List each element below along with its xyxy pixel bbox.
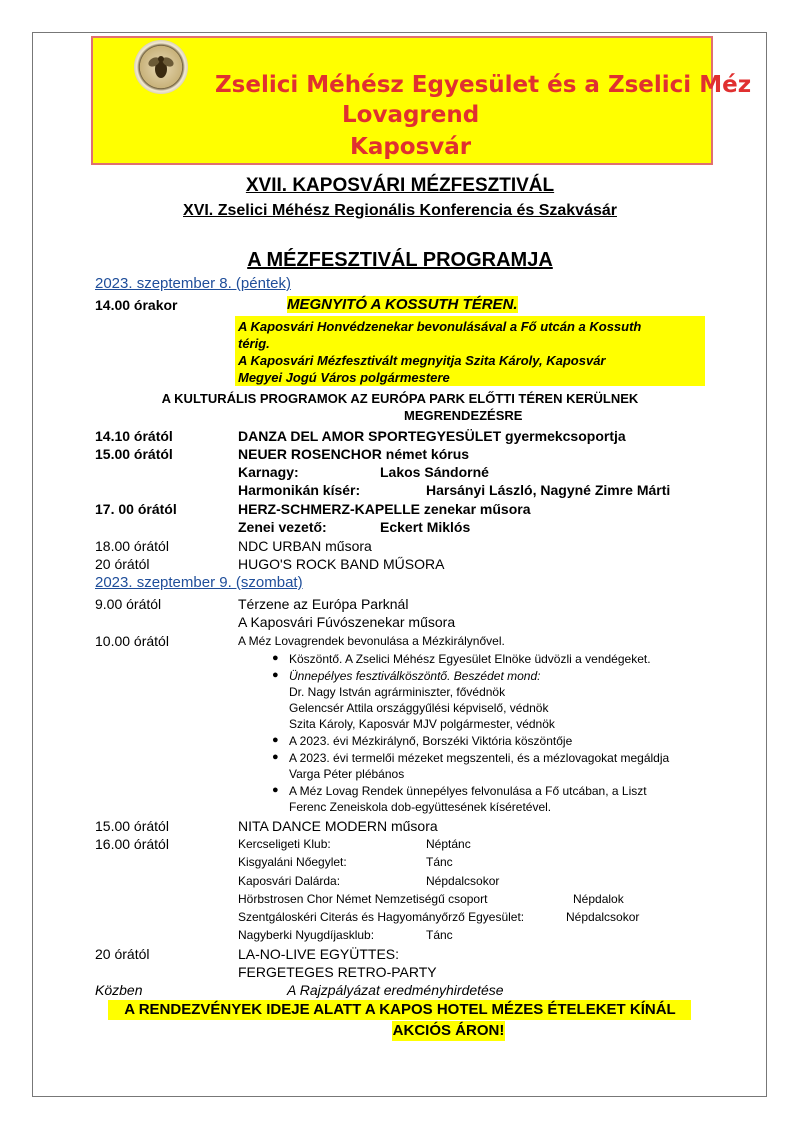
group-4-name: Hörbstrosen Chor Német Nemzetiségű csoport <box>238 892 488 906</box>
bullet-4-text: A 2023. évi termelői mézeket megszenteli, és a mézlovagokat megáldja <box>289 751 670 765</box>
nita-entry: NITA DANCE MODERN műsora <box>238 818 438 834</box>
time-1400: 14.00 órakor <box>95 297 178 313</box>
zenei-label: Zenei vezető: <box>238 519 327 535</box>
bullet-2-text: Ünnepélyes fesztiválköszöntő. Beszédet mond: <box>289 669 541 683</box>
cultural-line-2: MEGRENDEZÉSRE <box>404 408 523 423</box>
retro-entry: FERGETEGES RETRO-PARTY <box>238 964 437 980</box>
hugo-entry: HUGO'S ROCK BAND MŰSORA <box>238 556 445 572</box>
time-0900: 9.00 órától <box>95 596 162 612</box>
bullet-5: ● <box>272 784 279 796</box>
lovag-entry: A Méz Lovagrendek bevonulása a Mézkirálynővel. <box>238 634 505 648</box>
bullet-2-line-a: Dr. Nagy István agrárminiszter, fővédnök <box>289 685 506 699</box>
association-logo <box>134 40 188 94</box>
time-2000-day2: 20 órától <box>95 946 150 962</box>
rajz-entry: A Rajzpályázat eredményhirdetése <box>287 982 504 998</box>
opening-line-2: térig. <box>238 336 270 351</box>
group-3-name: Kaposvári Dalárda: <box>238 874 341 888</box>
time-1600: 16.00 órától <box>95 836 169 852</box>
bullet-2: ● <box>272 669 279 681</box>
sub-title: XVI. Zselici Méhész Regionális Konferencia és Szakvásár <box>183 202 617 219</box>
cultural-line-1: A KULTURÁLIS PROGRAMOK AZ EURÓPA PARK ELŐTTI TÉREN KERÜLNEK <box>161 391 639 406</box>
bullet-1-text: Köszöntő. A Zselici Méhész Egyesület Elnöke üdvözli a vendégeket. <box>289 652 651 666</box>
header-line-1: Zselici Méhész Egyesület és a Zselici Méz <box>215 72 752 98</box>
footer-line-2: AKCIÓS ÁRON! <box>392 1022 505 1039</box>
group-4-genre: Népdalok <box>573 892 624 906</box>
bullet-4: ● <box>272 751 279 763</box>
ndc-entry: NDC URBAN műsora <box>238 538 372 554</box>
neuer-entry: NEUER ROSENCHOR német kórus <box>238 446 470 462</box>
group-1-name: Kercseligeti Klub: <box>238 837 331 851</box>
danza-entry: DANZA DEL AMOR SPORTEGYESÜLET gyermekcsoportja <box>238 428 626 444</box>
bullet-2-line-b: Gelencsér Attila országgyűlési képviselő, védnök <box>289 701 549 715</box>
bee-icon <box>147 52 175 82</box>
group-1-genre: Néptánc <box>426 837 471 851</box>
header-line-2: Lovagrend <box>342 102 480 128</box>
bullet-4-line-b: Varga Péter plébános <box>289 767 405 781</box>
group-5-name: Szentgáloskéri Citerás és Hagyományőrző Egyesület: <box>238 910 525 924</box>
harmonika-value: Harsányi László, Nagyné Zimre Márti <box>426 482 671 498</box>
herz-entry: HERZ-SCHMERZ-KAPELLE zenekar műsora <box>238 501 531 517</box>
terzene-entry: Térzene az Európa Parknál <box>238 596 409 612</box>
day2-date: 2023. szeptember 9. (szombat) <box>95 574 303 591</box>
program-title: A MÉZFESZTIVÁL PROGRAMJA <box>247 249 553 271</box>
karnagy-value: Lakos Sándorné <box>380 464 489 480</box>
bullet-3: ● <box>272 734 279 746</box>
time-1800: 18.00 órától <box>95 538 169 554</box>
main-title: XVII. KAPOSVÁRI MÉZFESZTIVÁL <box>245 175 555 196</box>
time-1410: 14.10 órától <box>95 428 173 444</box>
time-1500-day2: 15.00 órától <box>95 818 169 834</box>
bullet-5-line-b: Ferenc Zeneiskola dob-együttesének kíséretével. <box>289 800 552 814</box>
group-2-name: Kisgyaláni Nőegylet: <box>238 855 347 869</box>
group-3-genre: Népdalcsokor <box>426 874 500 888</box>
kozben-label: Közben <box>95 982 143 998</box>
group-6-name: Nagyberki Nyugdíjasklub: <box>238 928 375 942</box>
bullet-1: ● <box>272 652 279 664</box>
group-2-genre: Tánc <box>426 855 453 869</box>
opening-title: MEGNYITÓ A KOSSUTH TÉREN. <box>287 296 518 313</box>
opening-line-3: A Kaposvári Mézfesztivált megnyitja Szita Károly, Kaposvár <box>238 353 606 368</box>
group-5-genre: Népdalcsokor <box>566 910 640 924</box>
time-1500: 15.00 órától <box>95 446 173 462</box>
header-line-3: Kaposvár <box>350 134 472 160</box>
fuvos-entry: A Kaposvári Fúvószenekar műsora <box>238 614 456 630</box>
bullet-5-text: A Méz Lovag Rendek ünnepélyes felvonulása a Fő utcában, a Liszt <box>289 784 647 798</box>
bullet-3-text: A 2023. évi Mézkirálynő, Borszéki Viktória köszöntője <box>289 734 573 748</box>
bullet-2-line-c: Szita Károly, Kaposvár MJV polgármester, védnök <box>289 717 555 731</box>
harmonika-label: Harmonikán kísér: <box>238 482 361 498</box>
opening-line-4: Megyei Jogú Város polgármestere <box>238 370 450 385</box>
time-1000: 10.00 órától <box>95 633 169 649</box>
opening-line-1: A Kaposvári Honvédzenekar bevonulásával a Fő utcán a Kossuth <box>238 319 642 334</box>
group-6-genre: Tánc <box>426 928 453 942</box>
day1-date: 2023. szeptember 8. (péntek) <box>95 275 291 292</box>
karnagy-label: Karnagy: <box>238 464 299 480</box>
footer-line-1: A RENDEZVÉNYEK IDEJE ALATT A KAPOS HOTEL MÉZES ÉTELEKET KÍNÁL <box>124 1001 676 1018</box>
time-2000-day1: 20 órától <box>95 556 150 572</box>
zenei-value: Eckert Miklós <box>380 519 471 535</box>
lano-entry: LA-NO-LIVE EGYÜTTES: <box>238 946 400 962</box>
time-1700: 17. 00 órától <box>95 501 177 517</box>
